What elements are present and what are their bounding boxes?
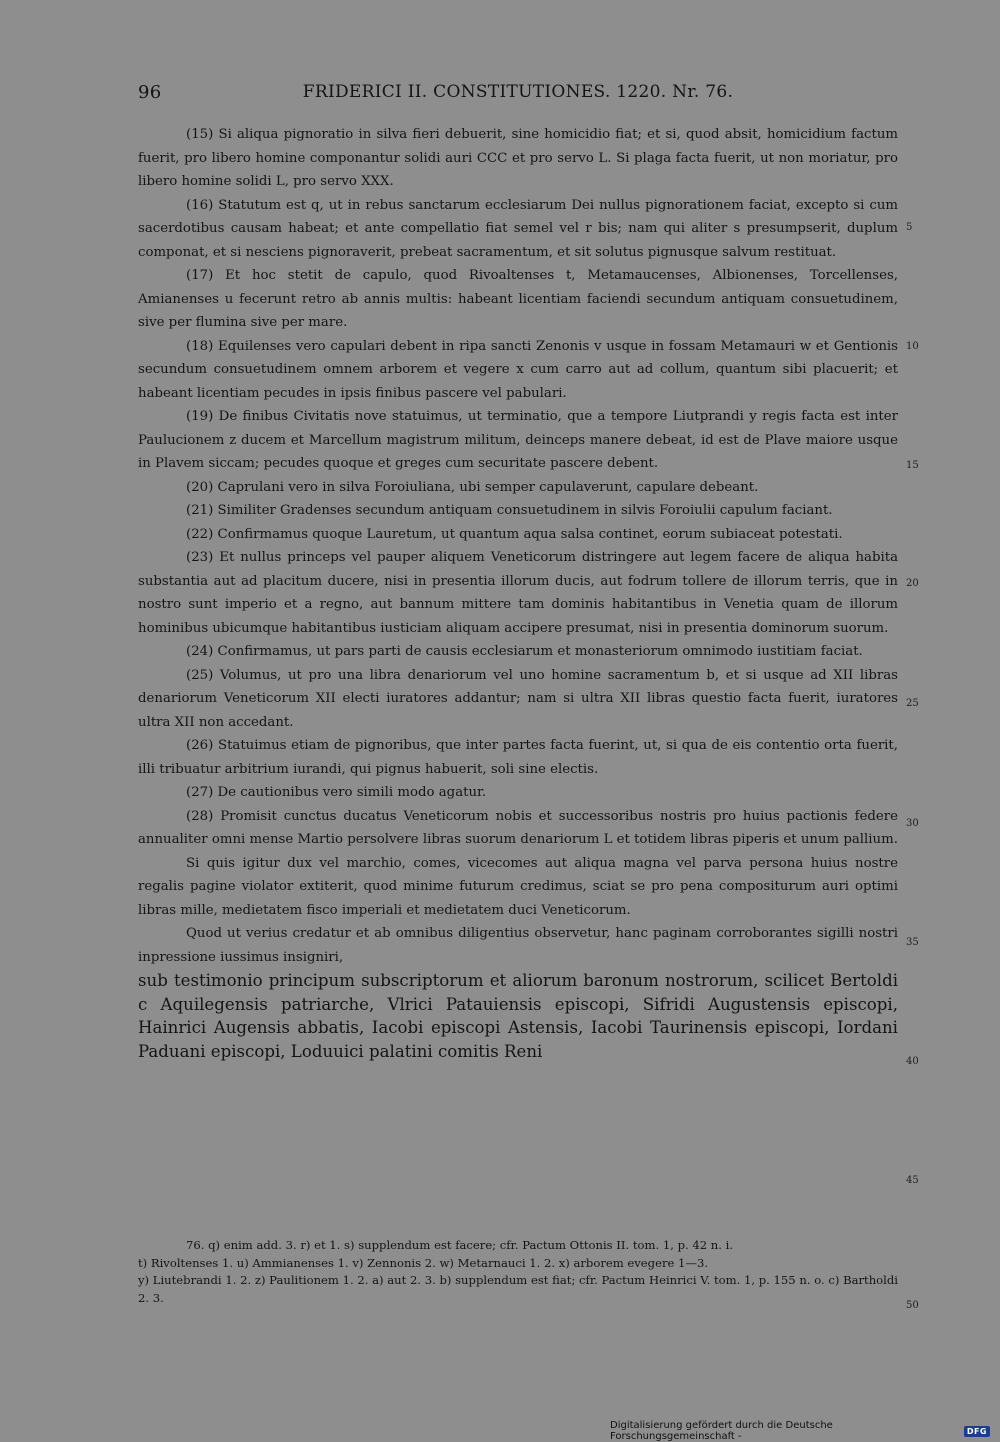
paragraph-22: (22) Confirmamus quoque Lauretum, ut quantum aqua salsa continet, eorum subiaceat potestati. bbox=[186, 526, 843, 542]
paragraph-28: (28) Promisit cunctus ducatus Veneticorum nobis et successoribus nostris pro huius pactionis federe annualiter omni mense Martio persolvere libras suorum denariorum L et totidem libras piperis et unum pallium. bbox=[138, 808, 898, 847]
page-number: 96 bbox=[138, 82, 162, 103]
line-number: 15 bbox=[906, 460, 919, 471]
footnote-line: t) Rivoltenses 1. u) Ammianenses 1. v) Zennonis 2. w) Metarnauci 1. 2. x) arborem evegere 1—3. bbox=[138, 1255, 709, 1270]
line-number: 20 bbox=[906, 578, 919, 589]
credit-text: Digitalisierung gefördert durch die Deutsche Forschungsgemeinschaft - bbox=[610, 1420, 833, 1442]
paragraph-25: (25) Volumus, ut pro una libra denariorum vel uno homine sacramentum b, et si usque ad XII libras denariorum Veneticorum XII electi iuratores addantur; nam si ultra XII libras questio facta fuerit, iuratores ultra XII non accedant. bbox=[138, 667, 898, 730]
line-number: 35 bbox=[906, 937, 919, 948]
line-number: 25 bbox=[906, 698, 919, 709]
paragraph-27: (27) De cautionibus vero simili modo agatur. bbox=[186, 785, 487, 800]
header-title: FRIDERICI II. CONSTITUTIONES. 1220. Nr. 76. bbox=[302, 82, 734, 102]
paragraph-18: (18) Equilenses vero capulari debent in ripa sancti Zenonis v usque in fossam Metamauri w et Gentionis secundum consuetudinem omnem arborem et vegere x cum carro aut ad collum, quantum sibi placuerit; et habeant licentiam pecudes in ipsis finibus pascere vel pabulari. bbox=[138, 338, 898, 401]
paragraph-15: (15) Si aliqua pignoratio in silva fieri debuerit, sine homicidio fiat; et si, quod absit, homicidium factum fuerit, pro libero homine componantur solidi auri CCC et pro servo L. Si plaga facta fuerit, ut non moriatur, pro libero homine solidi L, pro servo XXX. bbox=[138, 127, 898, 189]
line-number: 30 bbox=[906, 818, 919, 829]
main-text bbox=[138, 123, 898, 1063]
paragraph-witnesses: sub testimonio principum subscriptorum et aliorum baronum nostrorum, scilicet Bertoldi c Aquilegensis patriarche, Vlrici Patauiensis episcopi, Sifridi Augustensis episcopi, Hainrici Augensis abbatis, Iacobi episcopi Astensis, Iacobi Taurinensis episcopi, Iordani Paduani episcopi, Loduuici palatini comitis Reni bbox=[138, 971, 898, 1061]
dfg-logo: DFG bbox=[964, 1426, 990, 1437]
footnotes bbox=[138, 1237, 898, 1307]
line-number: 5 bbox=[906, 222, 913, 233]
line-number: 40 bbox=[906, 1056, 919, 1067]
line-number: 10 bbox=[906, 341, 919, 352]
line-number: 50 bbox=[906, 1300, 919, 1311]
paragraph-24: (24) Confirmamus, ut pars parti de causis ecclesiarum et monasteriorum omnimodo iustitiam faciat. bbox=[186, 644, 863, 659]
footnote-line: y) Liutebrandi 1. 2. z) Paulitionem 1. 2. a) aut 2. 3. b) supplendum est fiat; cfr. Pactum Heinrici V. tom. 1, p. 155 n. o. c) Bartholdi 2. 3. bbox=[138, 1273, 898, 1305]
paragraph-19: (19) De finibus Civitatis nove statuimus, ut terminatio, que a tempore Liutprandi y regis facta est inter Paulucionem z ducem et Marcellum magistrum militum, deinceps manere debeat, id est de Plave maiore usque in Plavem siccam; pecudes quoque et greges cum securitate pascere debent. bbox=[138, 409, 898, 471]
paragraph-17: (17) Et hoc stetit de capulo, quod Rivoaltenses t, Metamaucenses, Albionenses, Torcellenses, Amianenses u fecerunt retro ab annis multis: habeant licentiam faciendi secundum antiquam consuetudinem, sive per flumina sive per mare. bbox=[138, 268, 898, 330]
digitization-credit bbox=[610, 1420, 990, 1442]
paragraph-sanction: Si quis igitur dux vel marchio, comes, vicecomes aut aliqua magna vel parva persona huius nostre regalis pagine violator extiterit, quod minime futurum credimus, sciat se pro pena compositurum auri optimi libras mille, medietatem fisco imperiali et medietatem duci Veneticorum. bbox=[138, 855, 898, 918]
paragraph-20: (20) Caprulani vero in silva Foroiuliana, ubi semper capulaverunt, capulare debeant. bbox=[186, 479, 759, 495]
paragraph-23: (23) Et nullus princeps vel pauper aliquem Veneticorum distringere aut legem facere de aliqua habita substantia aut ad placitum ducere, nisi in presentia illorum ducis, aut fodrum tollere de illorum terris, que in nostro sunt imperio et a regno, aut bannum mittere tam dominis habitantibus in Venetia quam de illorum hominibus ubicumque habitantibus iusticiam aliquam accipere presumat, nisi in presentia dominorum suorum. bbox=[138, 550, 898, 636]
paragraph-corroboration: Quod ut verius credatur et ab omnibus diligentius observetur, hanc paginam corroborantes sigilli nostri inpressione iussimus insigniri, bbox=[138, 926, 898, 965]
line-number: 45 bbox=[906, 1175, 919, 1186]
paragraph-16: (16) Statutum est q, ut in rebus sanctarum ecclesiarum Dei nullus pignorationem faciat, excepto si cum sacerdotibus causam habeat; et ante compellatio fiat semel vel r bis; nam qui aliter s presumpserit, duplum componat, et si nesciens pignoraverit, prebeat sacramentum, et sit solutus pignusque salvum restituat. bbox=[138, 197, 898, 260]
paragraph-21: (21) Similiter Gradenses secundum antiquam consuetudinem in silvis Foroiulii capulum faciant. bbox=[186, 503, 833, 518]
paragraph-26: (26) Statuimus etiam de pignoribus, que inter partes facta fuerint, ut, si qua de eis contentio orta fuerit, illi tribuatur arbitrium iurandi, qui pignus habuerit, soli sine electis. bbox=[138, 738, 898, 777]
footnote-line: 76. q) enim add. 3. r) et 1. s) supplendum est facere; cfr. Pactum Ottonis II. tom. 1, p. 42 n. i. bbox=[186, 1238, 734, 1252]
running-header bbox=[138, 82, 898, 108]
